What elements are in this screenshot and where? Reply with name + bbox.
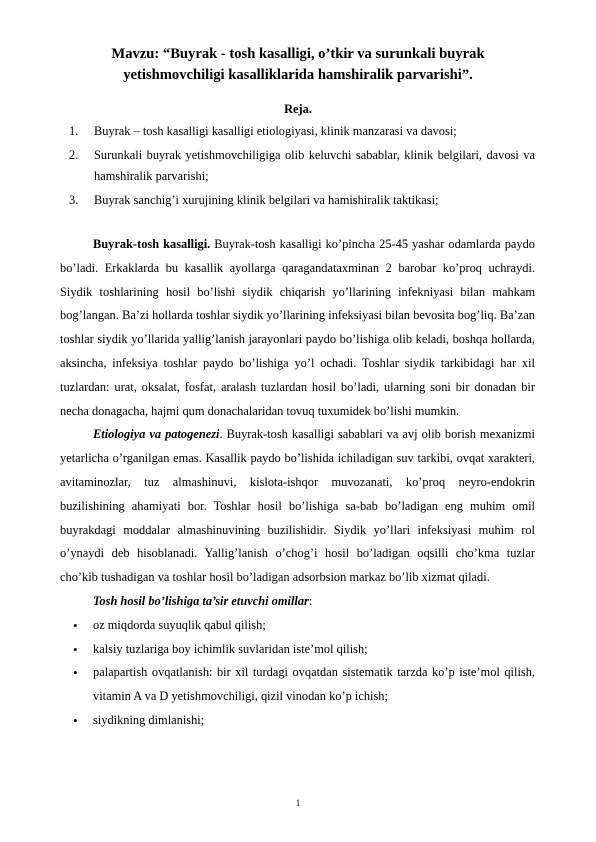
factors-heading-text: Tosh hosil bo’lishiga ta’sir etuvchi omillar bbox=[93, 593, 309, 608]
paragraph-lead: Etiologiya va patogenezi bbox=[93, 427, 220, 442]
factors-heading bbox=[60, 590, 535, 614]
plan-item-text: Buyrak – tosh kasalligi kasalligi etiologiyasi, klinik manzarasi va davosi; bbox=[94, 124, 457, 138]
list-item-text: palapartish ovqatlanish: bir xil turdagi ovqatdan sistematik tarzda ko’p iste’mol qilish, vitamin A va D yetishmovchiligi, qizil vinodan ko’p ichish; bbox=[93, 665, 535, 704]
list-item-text: siydikning dimlanishi; bbox=[93, 712, 205, 727]
list-item-text: oz miqdorda suyuqlik qabul qilish; bbox=[93, 617, 266, 632]
list-item bbox=[60, 661, 535, 709]
plan-heading: Reja. bbox=[284, 102, 312, 116]
paragraph-kidney-stone-disease bbox=[60, 233, 535, 423]
factors-heading-colon: : bbox=[308, 593, 313, 608]
list-item bbox=[60, 614, 535, 638]
plan-item-text: Buyrak sanchig’i xurujining klinik belgilari va hamishiralik taktikasi; bbox=[94, 193, 439, 207]
plan-item bbox=[69, 190, 535, 211]
list-item bbox=[60, 709, 535, 733]
plan-item bbox=[69, 121, 535, 142]
plan-list bbox=[69, 121, 535, 214]
plan-item-number: 3. bbox=[69, 193, 79, 207]
bullet-icon: • bbox=[73, 712, 78, 728]
list-item bbox=[60, 638, 535, 662]
plan-item-number: 1. bbox=[69, 124, 79, 138]
document-body bbox=[60, 233, 535, 733]
bullet-icon: • bbox=[73, 617, 78, 633]
plan-item-number: 2. bbox=[69, 148, 79, 162]
page-number: 1 bbox=[295, 798, 301, 808]
paragraph-text: Buyrak-tosh kasalligi ko’pincha 25-45 yashar odamlarda paydo bo’ladi. Erkaklarda bu kasallik ayollarga qaragandataxminan 2 barobar ko’proq uchraydi. Siydik toshlarining hosil bo’lishi siydik chiqarish yo’llarining infekniyasi bilan mahkam bog’langan. Ba’zi hollarda toshlar siydik yo’llarining infeksiyasi bilan bevosita bog’liq. Ba’zan toshlar siydik yo’llarida yallig’lanish jarayonlari paydo bo’lishiga olib keladi, boshqa hollarda, aksincha, infeksiya toshlar paydo bo’lishiga yo’l ochadi. Toshlar siydik tarkibidagi har xil tuzlardan: urat, oksalat, fosfat, aralash tuzlardan hosil bo’ladi, ularning soni bir donadan bir necha donagacha, hajmi qum donachalaridan tovuq tuxumidek bo’lishi mumkin. bbox=[60, 237, 535, 418]
bullet-icon: • bbox=[73, 665, 78, 681]
list-item-text: kalsiy tuzlariga boy ichimlik suvlaridan iste’mol qilish; bbox=[93, 641, 368, 656]
plan-item bbox=[69, 145, 535, 187]
paragraph-text: . Buyrak-tosh kasalligi sabablari va avj olib borish mexanizmi yetarlicha o’rganilgan emas. Kasallik paydo bo’lishida ichiladigan suv tarkibi, ovqat xarakteri, avitaminozlar, tuz almashinuvi, kislota-ishqor muvozanati, ko’proq neyro-endokrin buzilishining ahamiyati bor. Toshlar hosil bo’lishiga sa-bab bo’ladigan eng muhim omil buyrakdagi moddalar almashinuvining buzilishidir. Siydik yo’llari infeksiyasi muhim rol o’ynaydi deb hisoblanadi. Yallig’lanish o’chog’i hosil bo’ladigan oqsilli cho’kma tuzlar cho’kib tushadigan va toshlar hosil bo’ladigan adsorbsion markaz bo’lib xizmat qiladi. bbox=[60, 427, 535, 585]
factors-list bbox=[60, 614, 535, 733]
plan-item-text: Surunkali buyrak yetishmovchiligiga olib keluvchi sabablar, klinik belgilari, davosi va hamshiralik parvarishi; bbox=[94, 148, 535, 183]
document-title: Mavzu: “Buyrak - tosh kasalligi, o’tkir va surunkali buyrak yetishmovchiligi kasalliklarida hamshiralik parvarishi”. bbox=[111, 46, 485, 83]
paragraph-etiology bbox=[60, 423, 535, 590]
paragraph-lead: Buyrak-tosh kasalligi. bbox=[93, 237, 211, 251]
bullet-icon: • bbox=[73, 641, 78, 657]
